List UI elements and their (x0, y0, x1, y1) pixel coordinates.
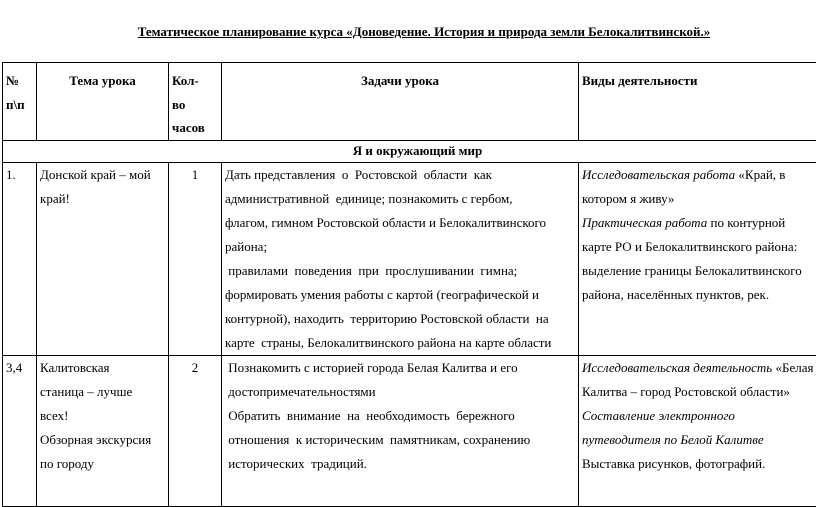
table-row (3, 355, 816, 506)
header-tasks: Задачи урока (222, 63, 579, 141)
table-row (3, 162, 816, 355)
cell-topic: Калитовская станица – лучше всех! Обзорная экскурсия по городу (37, 355, 169, 506)
cell-activities: Исследовательская деятельность «Белая Калитва – город Ростовской области» Составление электронного путеводителя по Белой Калитве Выставка рисунков, фотографий. (579, 355, 816, 506)
cell-activities: Исследовательская работа «Край, в котором я живу» Практическая работа по контурной карте РО и Белокалитвинского района: выделение границы Белокалитвинского района, населённых пунктов, рек. (579, 162, 816, 355)
header-activities: Виды деятельности (579, 63, 816, 141)
header-row (3, 63, 816, 141)
header-number: № п\п (3, 63, 37, 141)
cell-tasks: Дать представления о Ростовской области как административной единице; познакомить с гербом, флагом, гимном Ростовской области и Белокалитвинского района; правилами поведения при прослушивании гимна; формировать умения работы с картой (географической и контурной), находить территорию Ростовской области на карте страны, Белокалитвинского района на карте области (222, 162, 579, 355)
cell-number: 3,4 (3, 355, 37, 506)
section-row (3, 140, 816, 162)
document-title: Тематическое планирование курса «Доноведение. История и природа земли Белокалитвинской.» (0, 24, 816, 40)
cell-number: 1. (3, 162, 37, 355)
cell-topic: Донской край – мой край! (37, 162, 169, 355)
cell-tasks: Познакомить с историей города Белая Калитва и его достопримечательностями Обратить внимание на необходимость бережного отношения к историческим памятникам, сохранению исторических традиций. (222, 355, 579, 506)
section-title: Я и окружающий мир (3, 140, 816, 162)
cell-hours: 2 (169, 355, 222, 506)
cell-hours: 1 (169, 162, 222, 355)
lesson-plan-table (2, 62, 816, 507)
header-topic: Тема урока (37, 63, 169, 141)
header-hours: Кол- во часов (169, 63, 222, 141)
